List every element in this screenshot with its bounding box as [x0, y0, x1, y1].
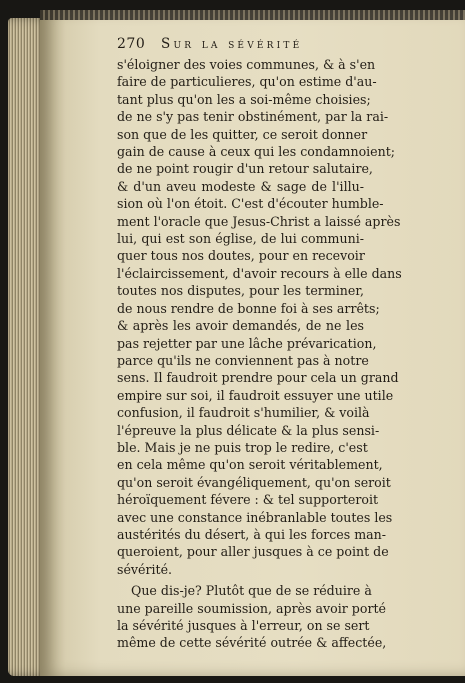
text-line: tant plus qu'on les a soi-même choisies; [117, 91, 371, 107]
text-line: s'éloigner des voies communes, & à s'en [117, 57, 376, 72]
text-line: pas rejetter par une lâche prévarication, [117, 335, 377, 351]
page-top-edge [40, 10, 465, 20]
text-line: empire sur soi, il faudroit essuyer une utile [117, 387, 394, 403]
text-line: son que de les quitter, ce seroit donner [117, 126, 368, 142]
text-line: de ne point rougir d'un retour salutaire, [117, 161, 373, 177]
text-line: l'épreuve la plus délicate & la plus sensi- [117, 422, 380, 438]
text-line: toutes nos disputes, pour les terminer, [117, 283, 364, 299]
text-line: parce qu'ils ne conviennent pas à notre [117, 352, 369, 368]
text-line: & d'un aveu modeste & sage de l'illu- [117, 178, 364, 194]
text-line: héroïquement févere : & tel supporteroit [117, 492, 379, 508]
text-line: sion où l'on étoit. C'est d'écouter humble- [117, 196, 384, 212]
text-line: quer tous nos doutes, pour en recevoir [117, 248, 365, 264]
paragraph-1 [117, 56, 409, 578]
page-number: 270 [117, 36, 146, 52]
text-line: avec une constance inébranlable toutes les [117, 509, 393, 525]
text-line: austérités du désert, à qui les forces man- [117, 526, 387, 542]
text-line: une pareille soumission, après avoir porté [117, 600, 386, 616]
text-line: confusion, il faudroit s'humilier, & voilà [117, 405, 370, 421]
text-line: faire de particulieres, qu'on estime d'au- [117, 74, 377, 90]
text-line: queroient, pour aller jusques à ce point de [117, 544, 389, 560]
paragraph-2 [117, 582, 409, 652]
text-line: gain de cause à ceux qui les condamnoient; [117, 144, 396, 160]
page-text [117, 36, 409, 652]
text-line: en cela même qu'on seroit véritablement, [117, 457, 383, 473]
running-head: Sur la sévérité [161, 36, 303, 52]
text-line: sévérité. [117, 561, 173, 577]
text-line: lui, qui est son église, de lui communi- [117, 231, 364, 247]
text-line: ment l'oracle que Jesus-Christ a laissé après [117, 213, 401, 229]
text-line: de ne s'y pas tenir obstinément, par la rai- [117, 109, 389, 125]
text-line: la sévérité jusques à l'erreur, on se sert [117, 618, 370, 633]
text-line: ble. Mais je ne puis trop le redire, c'est [117, 439, 368, 455]
text-line: qu'on seroit évangéliquement, qu'on seroit [117, 474, 391, 490]
text-line: sens. Il faudroit prendre pour cela un grand [117, 370, 399, 386]
text-line: Que dis-je? Plutôt que de se réduire à [131, 583, 372, 599]
page-header [117, 36, 407, 56]
text-line: l'éclaircissement, d'avoir recours à elle dans [117, 265, 402, 281]
text-line: de nous rendre de bonne foi à ses arrêts; [117, 300, 380, 316]
text-line: même de cette sévérité outrée & affectée, [117, 635, 387, 651]
text-line: & après les avoir demandés, de ne les [117, 318, 364, 334]
